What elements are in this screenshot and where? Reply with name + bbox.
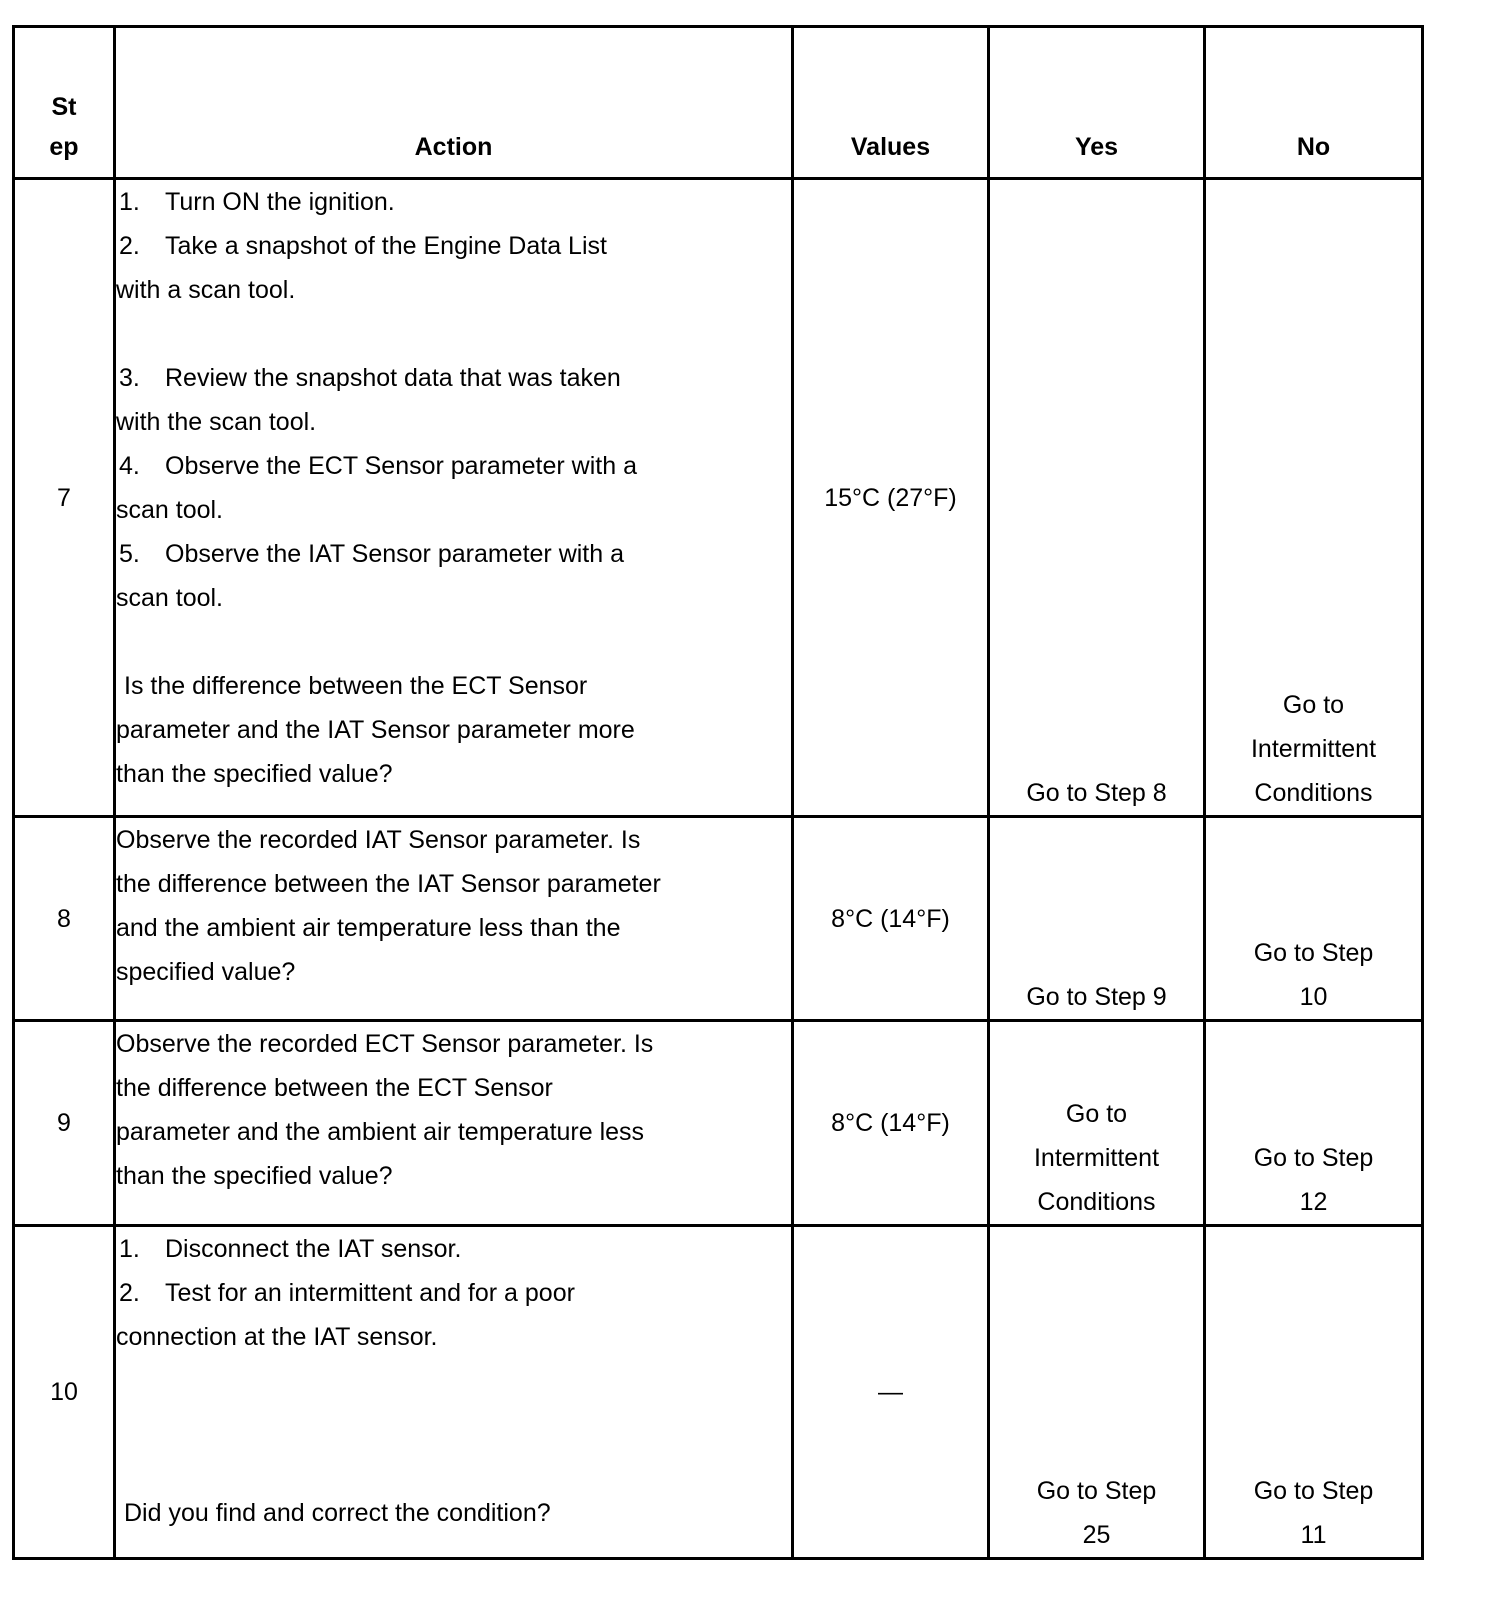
header-step [14,27,115,179]
question-text: Did you find and correct the condition? [124,1499,551,1527]
table-row-step-8 [14,817,1423,1021]
action-cell: Observe the recorded IAT Sensor parameter. Is the difference between the IAT Sensor parameter and the ambient air temperature less than the specified value? [115,817,793,1021]
list-item: 1. Disconnect the IAT sensor. [119,1235,462,1263]
list-item: 2. Take a snapshot of the Engine Data List [119,232,607,260]
list-item-continuation: scan tool. [116,496,224,524]
list-item: 4. Observe the ECT Sensor parameter with a [119,452,637,480]
no-cell: Go to Step 12 [1205,1021,1423,1226]
list-item: 3. Review the snapshot data that was taken [119,364,621,392]
header-step-line1: St [51,93,77,121]
action-cell: Observe the recorded ECT Sensor parameter. Is the difference between the ECT Sensor parameter and the ambient air temperature less than the specified value? [115,1021,793,1226]
no-cell: Go to Intermittent Conditions [1205,179,1423,817]
value-cell: — [793,1226,989,1559]
value-cell: 8°C (14°F) [793,1021,989,1226]
header-action: Action [115,27,793,179]
yes-cell: Go to Step 9 [989,817,1205,1021]
list-item: 5. Observe the IAT Sensor parameter with a [119,540,625,568]
yes-cell: Go to Step 25 [989,1226,1205,1559]
list-item-continuation: connection at the IAT sensor. [116,1323,438,1351]
list-item: 2. Test for an intermittent and for a poor [119,1279,575,1307]
list-item-continuation: scan tool. [116,584,224,612]
value-cell: 8°C (14°F) [793,817,989,1021]
value-cell: 15°C (27°F) [793,179,989,817]
action-cell [115,179,793,817]
action-cell [115,1226,793,1559]
header-step-line2: ep [49,133,79,161]
question-text: Is the difference between the ECT Sensor parameter and the IAT Sensor parameter more than the specified value? [116,672,635,788]
header-values: Values [793,27,989,179]
yes-cell: Go to Intermittent Conditions [989,1021,1205,1226]
table-row-step-10 [14,1226,1423,1559]
step-number: 8 [14,817,115,1021]
step-number: 10 [14,1226,115,1559]
yes-cell: Go to Step 8 [989,179,1205,817]
table-row-step-9 [14,1021,1423,1226]
no-cell: Go to Step 11 [1205,1226,1423,1559]
table-row-step-7 [14,179,1423,817]
list-item: 1. Turn ON the ignition. [119,188,395,216]
no-cell: Go to Step 10 [1205,817,1423,1021]
step-number: 9 [14,1021,115,1226]
step-number: 7 [14,179,115,817]
header-yes: Yes [989,27,1205,179]
diagnostic-steps-table [12,25,1424,1560]
header-no: No [1205,27,1423,179]
list-item-continuation: with a scan tool. [116,276,296,304]
list-item-continuation: with the scan tool. [116,408,317,436]
header-row [14,27,1423,179]
